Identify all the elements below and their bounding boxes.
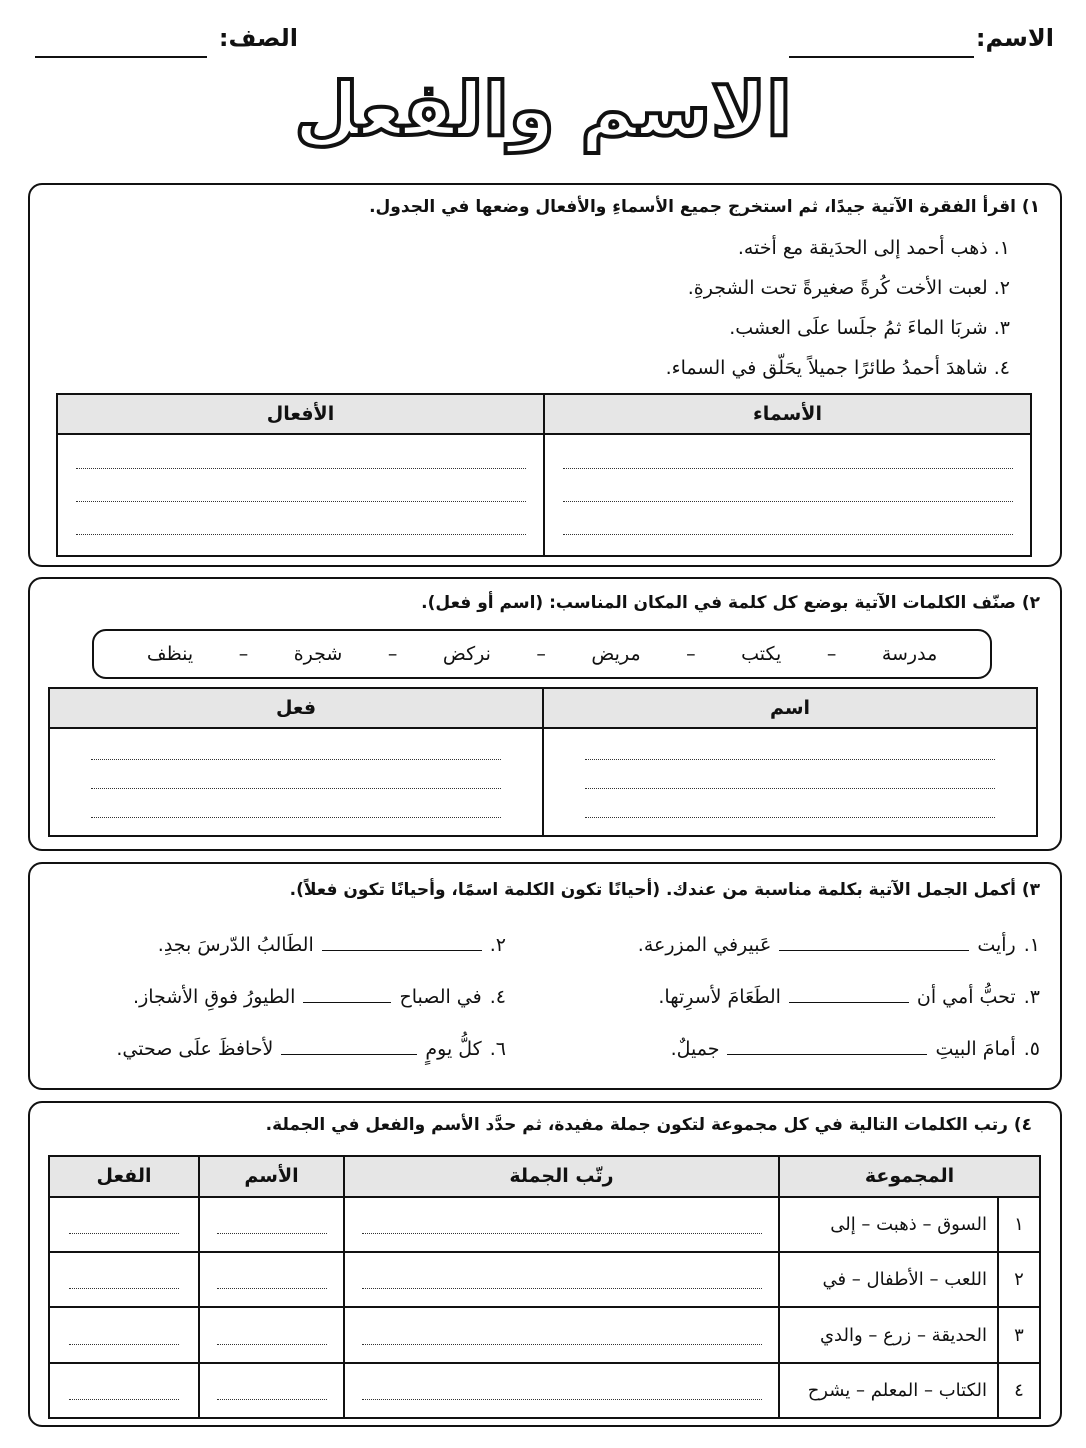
noun-cell[interactable] (199, 1197, 344, 1252)
section-2 (28, 577, 1062, 851)
word-1: مدرسة (881, 643, 938, 665)
separator: – (826, 643, 837, 665)
q1-sentence-1: ١. ذهب أحمد إلى الحدَيقة مع أخته. (737, 237, 1010, 259)
q1-prompt: ١) اقرأ الفقرة الآتية جيدًا، ثم استخرج جميع الأسماءِ والأفعال وضعها في الجدول. (369, 197, 1040, 217)
blank-1[interactable] (779, 950, 969, 951)
blank-6[interactable] (281, 1054, 417, 1055)
q4-header-noun: الأسم (199, 1156, 344, 1197)
separator: – (686, 643, 696, 665)
verb-cell[interactable] (49, 1252, 199, 1307)
word-5: شجرة (293, 643, 343, 665)
sentence-cell[interactable] (344, 1197, 779, 1252)
sentence-cell[interactable] (344, 1307, 779, 1362)
word-bank (92, 629, 992, 679)
q3-item-6: ٦. كلُّ يومٍ لأحافظَ علَى صحتي. (116, 1038, 506, 1060)
q4-header-verb: الفعل (49, 1156, 199, 1197)
section-1 (28, 183, 1062, 567)
word-2: يكتب (741, 643, 782, 665)
sentence-cell[interactable] (344, 1363, 779, 1418)
q4-header-group: المجموعة (779, 1156, 1040, 1197)
name-field[interactable] (789, 56, 974, 58)
q1-sentence-4: ٤. شاهدَ أحمدُ طائرًا جميلاً يحَلّق في السماء. (665, 357, 1010, 379)
q3-item-4: ٤. في الصباح الطيورُ فوقِ الأشجاز. (133, 986, 506, 1008)
verb-cell[interactable] (49, 1197, 199, 1252)
q2-table (48, 687, 1038, 837)
q4-header-sentence: رتّب الجملة (344, 1156, 779, 1197)
blank-4[interactable] (303, 1002, 391, 1003)
class-label: الصف: (218, 24, 298, 52)
blank-2[interactable] (322, 950, 482, 951)
q1-verbs-cell[interactable] (57, 434, 544, 556)
q3-item-1: ١. رأيت عَبيرفي المزرعة. (637, 934, 1040, 956)
q2-header-noun: اسم (543, 688, 1037, 728)
q2-prompt: ٢) صنّف الكلمات الآتية بوضع كل كلمة في المكان المناسب: (اسم أو فعل). (421, 593, 1040, 613)
worksheet-title: الاسم والفعل (294, 67, 792, 153)
verb-cell[interactable] (49, 1307, 199, 1362)
q1-nouns-cell[interactable] (544, 434, 1031, 556)
group-words: السوق – ذهبت – إلى (779, 1197, 998, 1252)
class-field[interactable] (35, 56, 207, 58)
word-6: ينظف (146, 643, 194, 665)
group-words: الحديقة – زرع – والدي (779, 1307, 998, 1362)
q1-sentence-3: ٣. شربَا الماءَ ثمُ جلَسا علَى العشب. (729, 317, 1010, 339)
q3-prompt: ٣) أكمل الجمل الآتية بكلمة مناسبة من عندك. (أحيانًا تكون الكلمة اسمًا، وأحيانًا تكون فعلاً). (289, 880, 1040, 900)
separator: – (387, 643, 398, 665)
row-number: ١ (998, 1197, 1040, 1252)
blank-5[interactable] (727, 1054, 927, 1055)
q3-item-2: ٢. الطَالبُ الدّرسَ بجدِ. (157, 934, 506, 956)
noun-cell[interactable] (199, 1363, 344, 1418)
table-row (49, 1252, 1040, 1307)
separator: – (238, 643, 249, 665)
sentence-cell[interactable] (344, 1252, 779, 1307)
blank-3[interactable] (789, 1002, 909, 1003)
q1-table (56, 393, 1032, 557)
q2-header-verb: فعل (49, 688, 543, 728)
noun-cell[interactable] (199, 1307, 344, 1362)
q3-item-5: ٥. أمامَ البيتِ جميلٌ. (670, 1038, 1040, 1060)
word-4: نركض (442, 643, 491, 665)
q1-sentence-2: ٢. لعبت الأخت كُرةً صغيرةً تحت الشجرةِ. (687, 277, 1010, 299)
q2-verb-cell[interactable] (49, 728, 543, 836)
noun-cell[interactable] (199, 1252, 344, 1307)
row-number: ٢ (998, 1252, 1040, 1307)
q1-header-verbs: الأفعال (57, 394, 544, 434)
section-4 (28, 1101, 1062, 1427)
row-number: ٣ (998, 1307, 1040, 1362)
section-3 (28, 862, 1062, 1090)
group-words: الكتاب – المعلم – يشرح (779, 1363, 998, 1418)
group-words: اللعب – الأطفال – في (779, 1252, 998, 1307)
q3-item-3: ٣. تحبُّ أمي أن الطَعَامَ لأسرِتها. (658, 986, 1040, 1008)
table-row (49, 1197, 1040, 1252)
table-row (49, 1307, 1040, 1362)
name-label: الاسم: (975, 24, 1054, 52)
q4-prompt: ٤) رتب الكلمات التالية في كل مجموعة لتكون جملة مفيدة، ثم حدَّد الأسم والفعل في الجملة. (265, 1115, 1032, 1135)
q1-header-nouns: الأسماء (544, 394, 1031, 434)
row-number: ٤ (998, 1363, 1040, 1418)
q4-table (48, 1155, 1041, 1419)
separator: – (536, 643, 546, 665)
word-3: مريض (591, 643, 641, 665)
verb-cell[interactable] (49, 1363, 199, 1418)
q2-noun-cell[interactable] (543, 728, 1037, 836)
table-row (49, 1363, 1040, 1418)
